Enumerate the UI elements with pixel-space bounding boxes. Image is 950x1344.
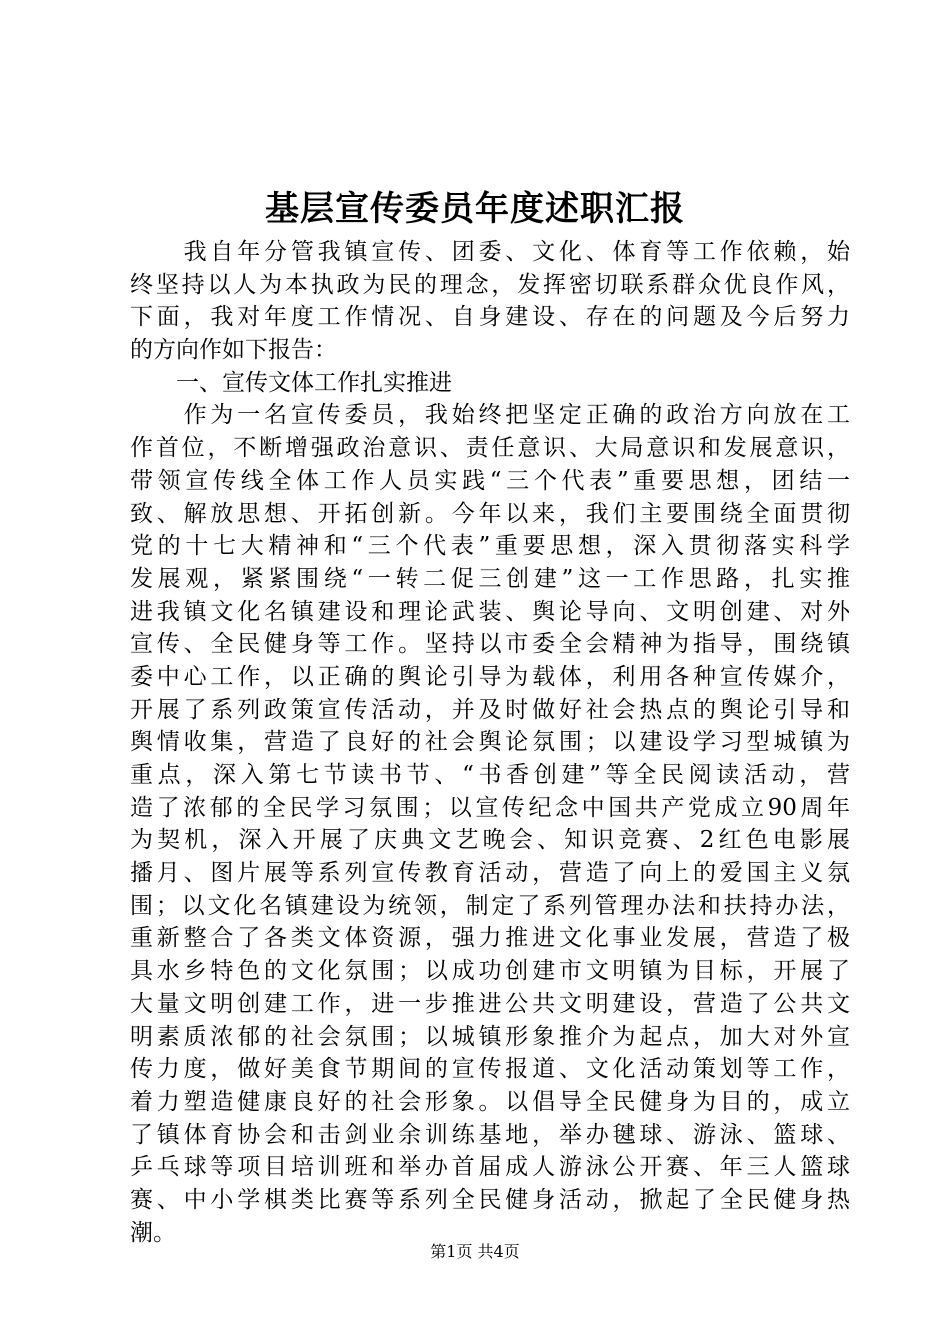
body-line: 传力度，做好美食节期间的宣传报道、文化活动策划等工作， — [130, 1056, 850, 1083]
body-line: 进我镇文化名镇建设和理论武装、舆论导向、文明创建、对外 — [130, 598, 850, 625]
page-footer: 第1页 共4页 — [430, 1242, 520, 1261]
body-line: 为契机，深入开展了庆典文艺晚会、知识竞赛、2红色电影展 — [130, 827, 850, 854]
body-line: 重点，深入第七节读书节、“书香创建”等全民阅读活动，营 — [130, 762, 850, 788]
document-body — [130, 236, 850, 1249]
body-line: 带领宣传线全体工作人员实践“三个代表”重要思想，团结一 — [130, 467, 850, 494]
body-line: 潮。 — [130, 1219, 176, 1246]
body-line: 大量文明创建工作，进一步推进公共文明建设，营造了公共文 — [130, 990, 850, 1017]
body-line: 播月、图片展等系列宣传教育活动，营造了向上的爱国主义氛 — [130, 860, 850, 887]
body-line: 一、宣传文体工作扎实推进 — [130, 369, 452, 396]
body-line: 致、解放思想、开拓创新。今年以来，我们主要围绕全面贯彻 — [130, 500, 850, 527]
body-line: 舆情收集，营造了良好的社会舆论氛围；以建设学习型城镇为 — [130, 729, 850, 756]
body-line: 开展了系列政策宣传活动，并及时做好社会热点的舆论引导和 — [130, 696, 850, 723]
body-line: 作首位，不断增强政治意识、责任意识、大局意识和发展意识， — [130, 435, 850, 462]
body-line: 党的十七大精神和“三个代表”重要思想，深入贯彻落实科学 — [130, 533, 850, 560]
body-line: 造了浓郁的全民学习氛围；以宣传纪念中国共产党成立90周年 — [130, 794, 850, 821]
body-line: 作为一名宣传委员，我始终把坚定正确的政治方向放在工 — [130, 402, 850, 429]
body-line: 乒乓球等项目培训班和举办首届成人游泳公开赛、年三人篮球 — [130, 1154, 850, 1181]
body-line: 具水乡特色的文化氛围；以成功创建市文明镇为目标，开展了 — [130, 958, 850, 985]
body-line: 下面，我对年度工作情况、自身建设、存在的问题及今后努力 — [130, 304, 850, 331]
body-line: 发展观，紧紧围绕“一转二促三创建”这一工作思路，扎实推 — [130, 565, 850, 592]
body-line: 围；以文化名镇建设为统领，制定了系列管理办法和扶持办法， — [130, 892, 850, 919]
body-line: 重新整合了各类文体资源，强力推进文化事业发展，营造了极 — [130, 925, 850, 952]
body-line: 我自年分管我镇宣传、团委、文化、体育等工作依赖，始 — [130, 239, 850, 265]
body-line: 明素质浓郁的社会氛围；以城镇形象推介为起点，加大对外宣 — [130, 1023, 850, 1050]
body-line: 宣传、全民健身等工作。坚持以市委全会精神为指导，围绕镇 — [130, 631, 850, 658]
body-line: 赛、中小学棋类比赛等系列全民健身活动，掀起了全民健身热 — [130, 1186, 850, 1213]
body-line: 终坚持以人为本执政为民的理念，发挥密切联系群众优良作风， — [130, 271, 850, 298]
body-line: 委中心工作，以正确的舆论引导为载体，利用各种宣传媒介， — [130, 663, 850, 690]
body-line: 的方向作如下报告： — [130, 337, 337, 364]
body-line: 着力塑造健康良好的社会形象。以倡导全民健身为目的，成立 — [130, 1088, 850, 1115]
document-title: 基层宣传委员年度述职汇报 — [265, 189, 685, 229]
body-line: 了镇体育协会和击剑业余训练基地，举办毽球、游泳、篮球、 — [130, 1121, 850, 1148]
